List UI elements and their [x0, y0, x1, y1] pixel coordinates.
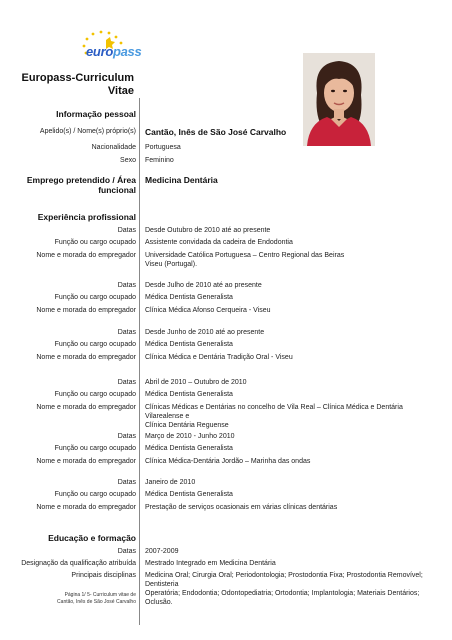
entry-role: Médica Dentista Generalista — [145, 294, 233, 301]
employer-label: Nome e morada do empregador — [36, 307, 136, 314]
entry-dates: Desde Outubro de 2010 até ao presente — [145, 227, 271, 234]
entry-employer: Clínica Médica Afonso Cerqueira - Viseu — [145, 307, 271, 314]
entry-role: Médica Dentista Generalista — [145, 391, 233, 398]
employer-label: Nome e morada do empregador — [36, 252, 136, 259]
role-label: Função ou cargo ocupado — [54, 341, 136, 348]
occupation-value: Medicina Dentária — [145, 175, 218, 185]
role-label: Função ou cargo ocupado — [54, 239, 136, 246]
entry-employer: Clínicas Médicas e Dentárias no concelho de Vila Real – Clínica Médica e Dentária Vilarealense e Clínica Dentária Reguense — [145, 404, 403, 429]
entry-dates: Desde Julho de 2010 até ao presente — [145, 282, 262, 289]
sex-value: Feminino — [145, 157, 174, 164]
entry-role: Médica Dentista Generalista — [145, 445, 233, 452]
entry-employer: Clínica Médica e Dentária Tradição Oral - Viseu — [145, 354, 293, 361]
name-value: Cantão, Inês de São José Carvalho — [145, 127, 287, 137]
role-label: Função ou cargo ocupado — [54, 491, 136, 498]
column-divider — [139, 98, 140, 625]
employer-label: Nome e morada do empregador — [36, 458, 136, 465]
education-heading: Educação e formação — [48, 533, 136, 543]
dates-label: Datas — [117, 282, 136, 289]
entry-dates: Abril de 2010 – Outubro de 2010 — [145, 379, 247, 386]
experience-heading: Experiência profissional — [37, 212, 136, 222]
qualification-label: Designação da qualificação atribuída — [21, 560, 136, 567]
qualification-value: Mestrado Integrado em Medicina Dentária — [145, 560, 276, 567]
cv-title: Europass-Curriculum Vitae — [21, 72, 134, 97]
dates-label: Datas — [117, 329, 136, 336]
occupation-heading: Emprego pretendido / Área funcional — [26, 175, 136, 195]
role-label: Função ou cargo ocupado — [54, 445, 136, 452]
dates-label: Datas — [117, 433, 136, 440]
entry-dates: Março de 2010 - Junho 2010 — [145, 433, 235, 440]
subjects-value: Medicina Oral; Cirurgia Oral; Periodontologia; Prostodontia Fixa; Prostodontia Removível; Dentisteria Operatória; Endodontia; Odontopediatria; Ortodontia; Implantologia; Materiais Dentários; Oclusão. — [145, 572, 423, 606]
profile-photo — [303, 53, 375, 146]
entry-dates: Janeiro de 2010 — [145, 479, 196, 486]
dates-label: Datas — [117, 227, 136, 234]
name-label: Apelido(s) / Nome(s) próprio(s) — [39, 128, 136, 135]
sex-label: Sexo — [120, 157, 136, 164]
subjects-label: Principais disciplinas — [71, 572, 136, 579]
edu-dates-value: 2007-2009 — [145, 548, 179, 555]
entry-role: Assistente convidada da cadeira de Endodontia — [145, 239, 293, 246]
role-label: Função ou cargo ocupado — [54, 294, 136, 301]
entry-dates: Desde Junho de 2010 até ao presente — [145, 329, 265, 336]
europass-logo-text: europass — [86, 44, 142, 59]
dates-label: Datas — [117, 479, 136, 486]
nationality-label: Nacionalidade — [91, 144, 136, 151]
entry-role: Médica Dentista Generalista — [145, 341, 233, 348]
entry-employer: Clínica Médica-Dentária Jordão – Marinha das ondas — [145, 458, 311, 465]
nationality-value: Portuguesa — [145, 144, 181, 151]
employer-label: Nome e morada do empregador — [36, 504, 136, 511]
personal-info-heading: Informação pessoal — [56, 109, 136, 119]
entry-employer: Prestação de serviços ocasionais em várias clínicas dentárias — [145, 504, 338, 511]
dates-label: Datas — [117, 379, 136, 386]
edu-dates-label: Datas — [117, 548, 136, 555]
employer-label: Nome e morada do empregador — [36, 354, 136, 361]
entry-employer: Universidade Católica Portuguesa – Centro Regional das Beiras Viseu (Portugal). — [145, 252, 345, 268]
employer-label: Nome e morada do empregador — [36, 404, 136, 411]
entry-role: Médica Dentista Generalista — [145, 491, 233, 498]
role-label: Função ou cargo ocupado — [54, 391, 136, 398]
page-footer: Página 1/ 5- Curriculum vitae de Cantão, Inês de São José Carvalho — [57, 592, 136, 605]
